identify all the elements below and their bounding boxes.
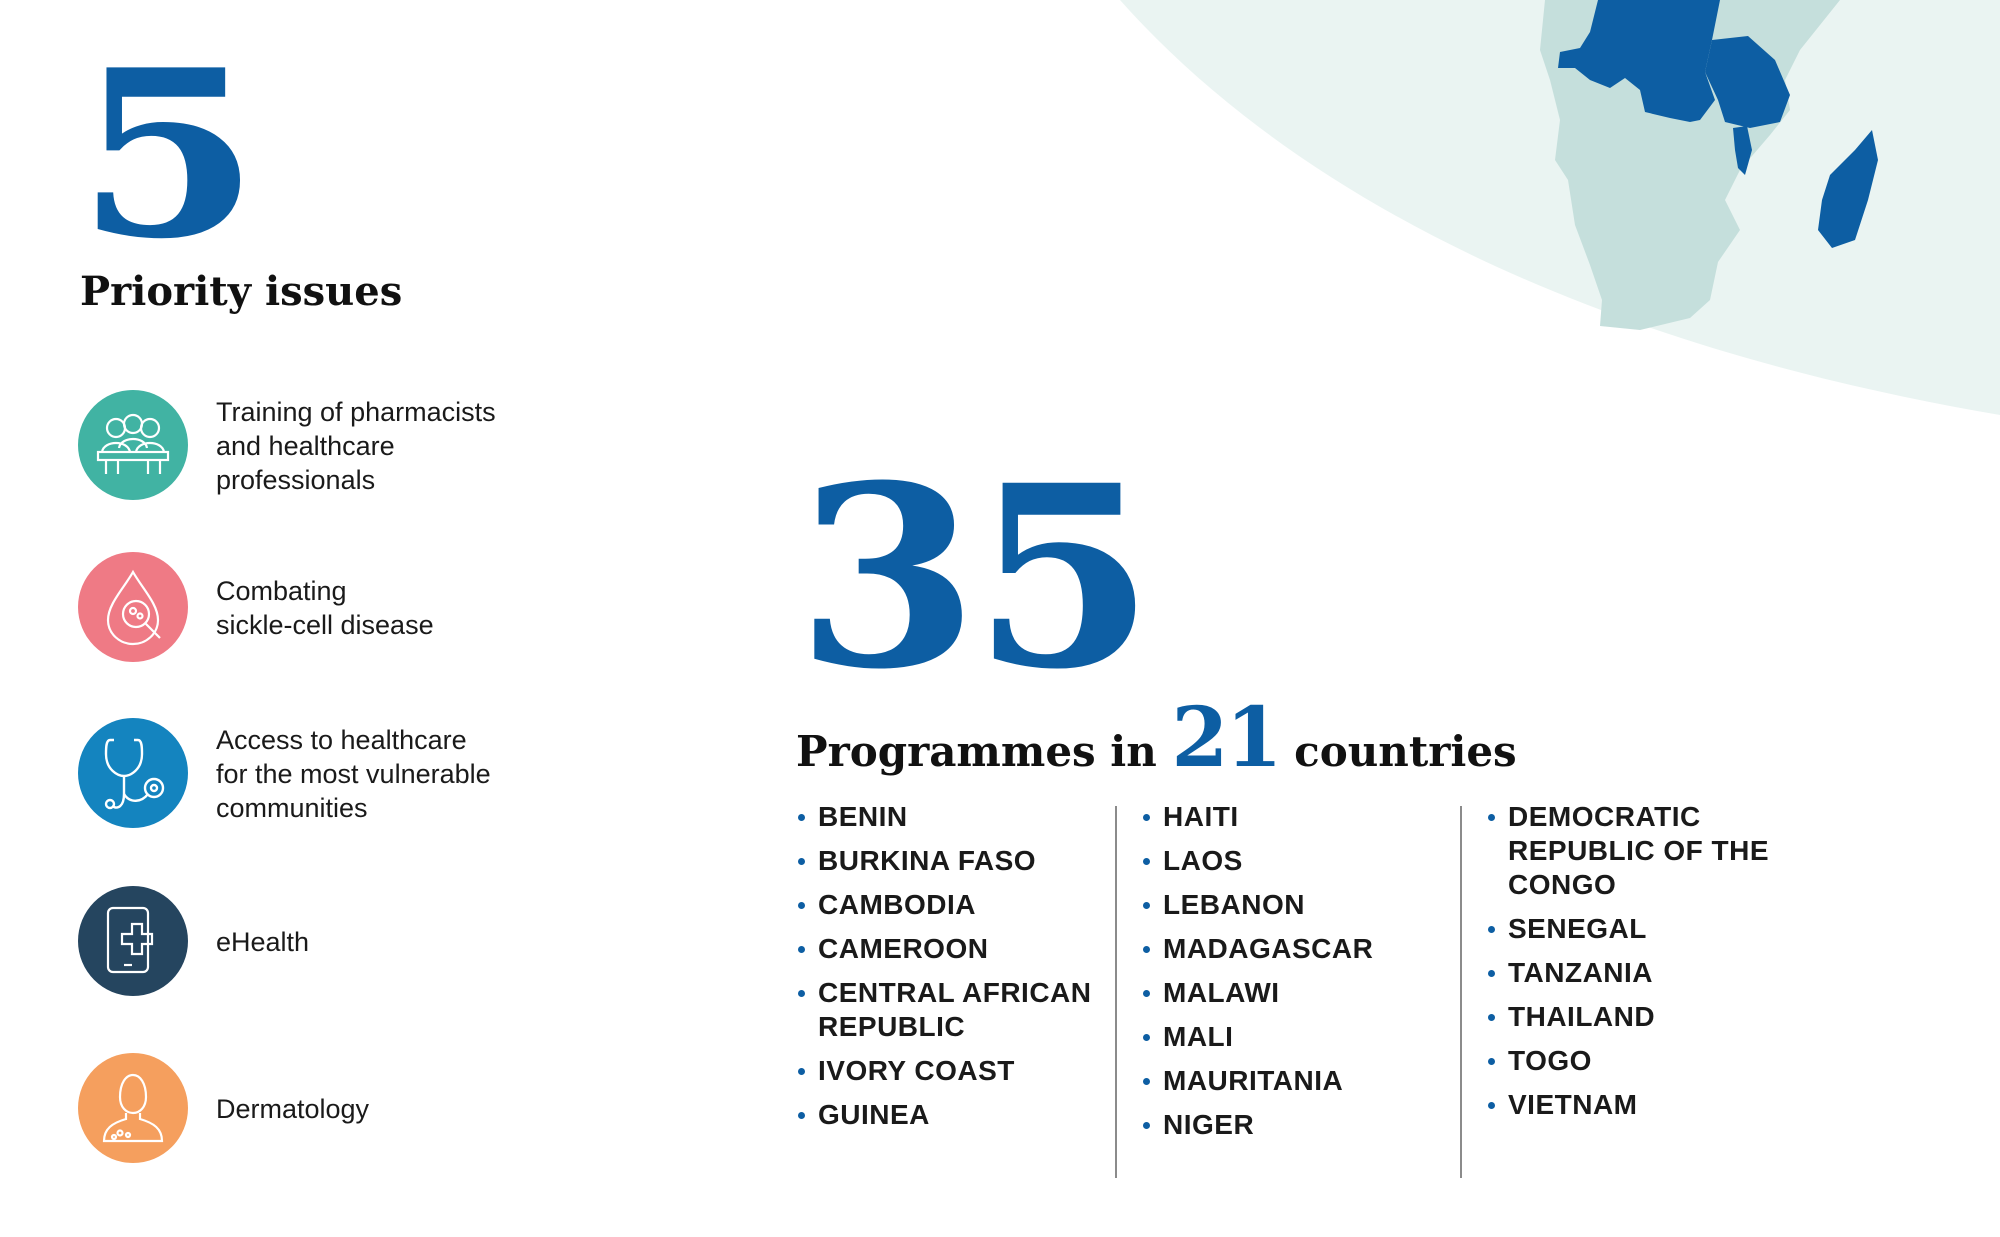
country-item: MADAGASCAR — [1141, 932, 1471, 966]
priority-item-training — [78, 390, 598, 502]
priority-item-sickle-cell — [78, 552, 598, 664]
priority-count: 5 — [76, 20, 261, 290]
country-count: 21 — [1171, 690, 1280, 786]
priority-item-ehealth — [78, 886, 598, 998]
priority-title: Priority issues — [80, 268, 403, 315]
country-item: DEMOCRATIC REPUBLIC OF THE CONGO — [1486, 800, 1816, 902]
country-item: TOGO — [1486, 1044, 1816, 1078]
column-divider — [1115, 806, 1117, 1178]
country-item: VIETNAM — [1486, 1088, 1816, 1122]
blood-drop-magnifier-icon — [78, 552, 188, 662]
country-item: BENIN — [796, 800, 1126, 834]
country-item: LAOS — [1141, 844, 1471, 878]
country-item: MALAWI — [1141, 976, 1471, 1010]
country-list-2 — [1141, 800, 1471, 1152]
priority-item-label: Training of pharmacists and healthcare professionals — [216, 397, 496, 495]
africa-map — [0, 0, 2000, 420]
country-item: SENEGAL — [1486, 912, 1816, 946]
country-item: NIGER — [1141, 1108, 1471, 1142]
column-divider — [1460, 806, 1462, 1178]
country-item: LEBANON — [1141, 888, 1471, 922]
programmes-count: 35 — [796, 430, 1149, 724]
programmes-title-prefix: Programmes in — [796, 727, 1157, 776]
country-item: MALI — [1141, 1020, 1471, 1054]
group-training-icon — [78, 390, 188, 500]
country-item: TANZANIA — [1486, 956, 1816, 990]
country-list-1 — [796, 800, 1126, 1142]
country-item: HAITI — [1141, 800, 1471, 834]
person-skin-icon — [78, 1053, 188, 1163]
programmes-title — [796, 690, 1517, 786]
country-item: CAMEROON — [796, 932, 1126, 966]
country-item: CAMBODIA — [796, 888, 1126, 922]
priority-item-label: eHealth — [216, 927, 310, 957]
priority-item-access — [78, 718, 598, 830]
country-item: BURKINA FASO — [796, 844, 1126, 878]
priority-item-label: Access to healthcare for the most vulnerable communities — [216, 725, 491, 823]
country-item: CENTRAL AFRICAN REPUBLIC — [796, 976, 1126, 1044]
stethoscope-icon — [78, 718, 188, 828]
country-item: MAURITANIA — [1141, 1064, 1471, 1098]
country-item: GUINEA — [796, 1098, 1126, 1132]
programmes-title-suffix: countries — [1294, 727, 1517, 776]
priority-item-dermatology — [78, 1053, 598, 1165]
country-item: THAILAND — [1486, 1000, 1816, 1034]
priority-item-label: Dermatology — [216, 1094, 370, 1124]
priority-item-label: Combating sickle-cell disease — [216, 576, 434, 640]
country-list-3 — [1486, 800, 1816, 1132]
tablet-medical-cross-icon — [78, 886, 188, 996]
country-item: IVORY COAST — [796, 1054, 1126, 1088]
